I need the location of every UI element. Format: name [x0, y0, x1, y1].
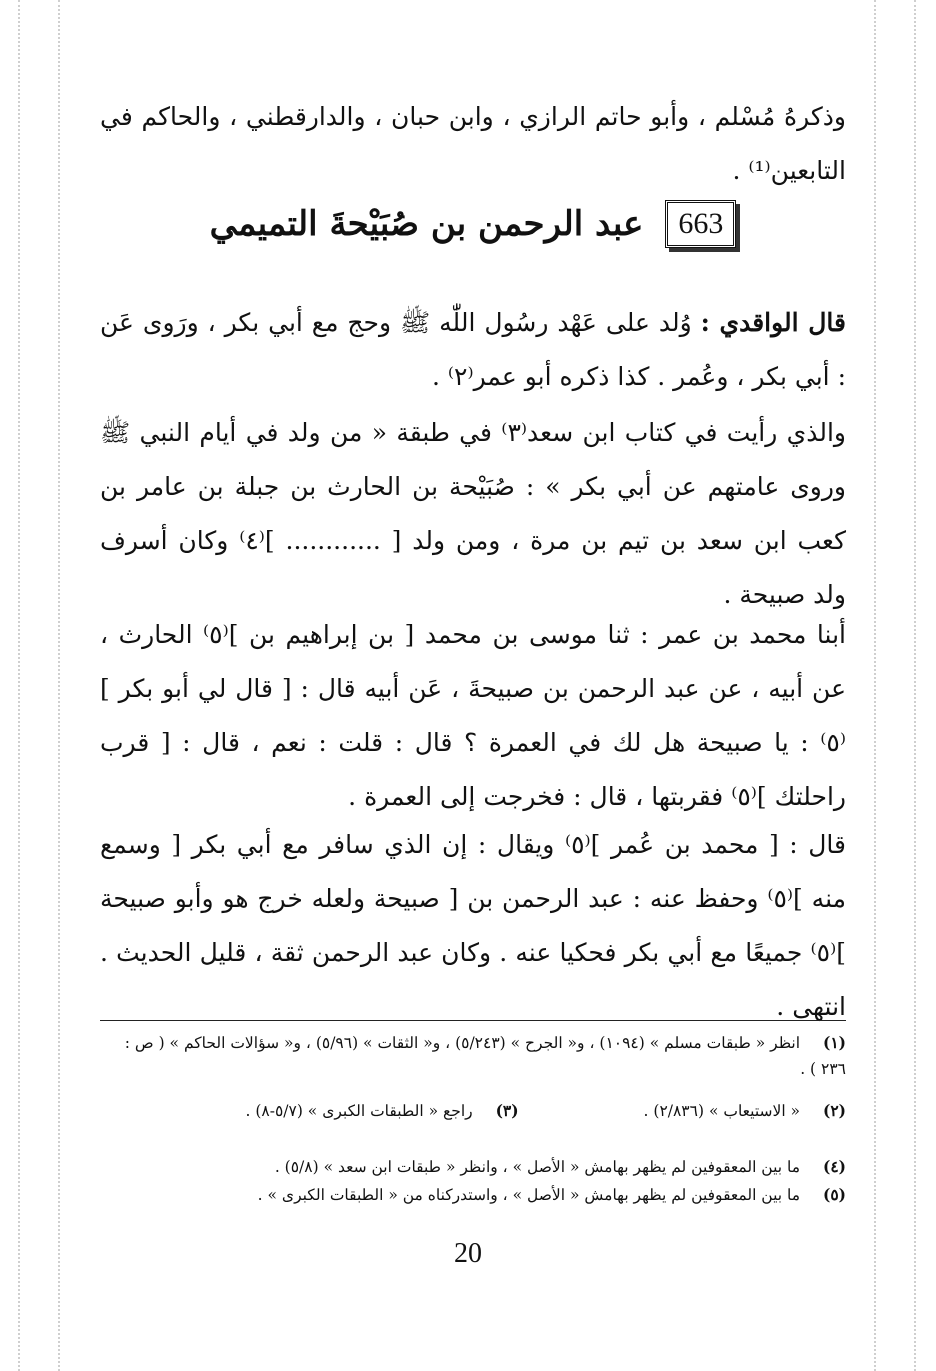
footnote-text: انظر « طبقات مسلم » (١٠٩٤) ، و« الجرح » (٥/٢٤٣) ، و« الثقات » (٥/٩٦) ، و« سؤالات الحاكم » ( ص : ٢٣٦ ) .: [124, 1034, 846, 1078]
entry-number-badge: 663: [665, 200, 736, 248]
footnote-text: راجع « الطبقات الكبرى » (٥/٧-٨) .: [245, 1102, 473, 1120]
margin-guide: [58, 0, 60, 1371]
footnote-number: (٢): [822, 1101, 846, 1120]
paragraph-conclusion: قال : [ محمد بن عُمر ]⁽٥⁾ ويقال : إن الذي سافر مع أبي بكر [ وسمع منه ]⁽٥⁾ وحفظ عنه : عبد الرحمن بن [ صبيحة ولعله خرج هو وأبو صبيحة ]⁽٥⁾ جميعًا مع أبي بكر فحكيا عنه . وكان عبد الرحمن ثقة ، قليل الحديث . انتهى .: [100, 830, 847, 1021]
footnote-separator: [100, 1020, 846, 1021]
footnote-1: [100, 1030, 846, 1082]
footnote-2-3: [100, 1098, 846, 1124]
paragraph-isnad: أبنا محمد بن عمر : ثنا موسى بن محمد [ بن إبراهيم بن ]⁽٥⁾ الحارث ، عن أبيه ، عن عبد الرحمن بن صبيحةَ ، عَن أبيه قال : [ قال لي أبو بكر ]⁽٥⁾ : يا صبيحة هل لك في العمرة ؟ قال : قلت : نعم ، قال : [ قرب راحلتك ]⁽٥⁾ فقربتها ، قال : فخرجت إلى العمرة .: [100, 620, 846, 811]
margin-guide: [914, 0, 916, 1371]
margin-guide: [874, 0, 876, 1371]
paragraph-body: وُلد على عَهْد رسُول اللّٰه ﷺ وحج مع أبي بكر ، ورَوى عَن : أبي بكر ، وعُمر . كذا ذكره أبو عمر⁽٢⁾ .: [100, 308, 846, 391]
footnote-number: (٣): [495, 1101, 519, 1120]
paragraph-ibn-saad: والذي رأيت في كتاب ابن سعد⁽٣⁾ في طبقة « من ولد في أيام النبي ﷺ وروى عامتهم عن أبي بكر » : صُبَيْحة بن الحارث بن جبلة بن عامر بن كعب ابن سعد بن تيم بن مرة ، ومن ولد [ ............ ]⁽٤⁾ وكان أسرف ولد صبيحة .: [100, 418, 846, 609]
margin-guide: [18, 0, 20, 1371]
footnote-number: (٤): [822, 1157, 846, 1176]
paragraph-waqidi: [100, 296, 846, 404]
footnote-number: (١): [822, 1033, 846, 1052]
entry-heading: [100, 200, 846, 248]
footnote-text: « الاستيعاب » (٢/٨٣٦) .: [643, 1102, 801, 1120]
page-number: 20: [454, 1238, 482, 1269]
footnote-text: ما بين المعقوفين لم يظهر بهامش « الأصل » ، واستدركناه من « الطبقات الكبرى » .: [257, 1186, 801, 1204]
footnote-number: (٥): [822, 1185, 846, 1204]
footnote-4: [100, 1154, 846, 1180]
entry-title: عبد الرحمن بن صُبَيْحةَ التميمي: [209, 204, 644, 244]
footnote-5: [100, 1182, 846, 1208]
footnote-text: ما بين المعقوفين لم يظهر بهامش « الأصل » ، وانظر « طبقات ابن سعد » (٥/٨) .: [274, 1158, 801, 1176]
paragraph-lead: قال الواقدي :: [700, 308, 846, 337]
intro-paragraph: وذكرهُ مُسْلم ، وأبو حاتم الرازي ، وابن حبان ، والدارقطني ، والحاكم في التابعين⁽¹⁾ .: [100, 102, 846, 185]
footnote-3: [245, 1102, 518, 1120]
